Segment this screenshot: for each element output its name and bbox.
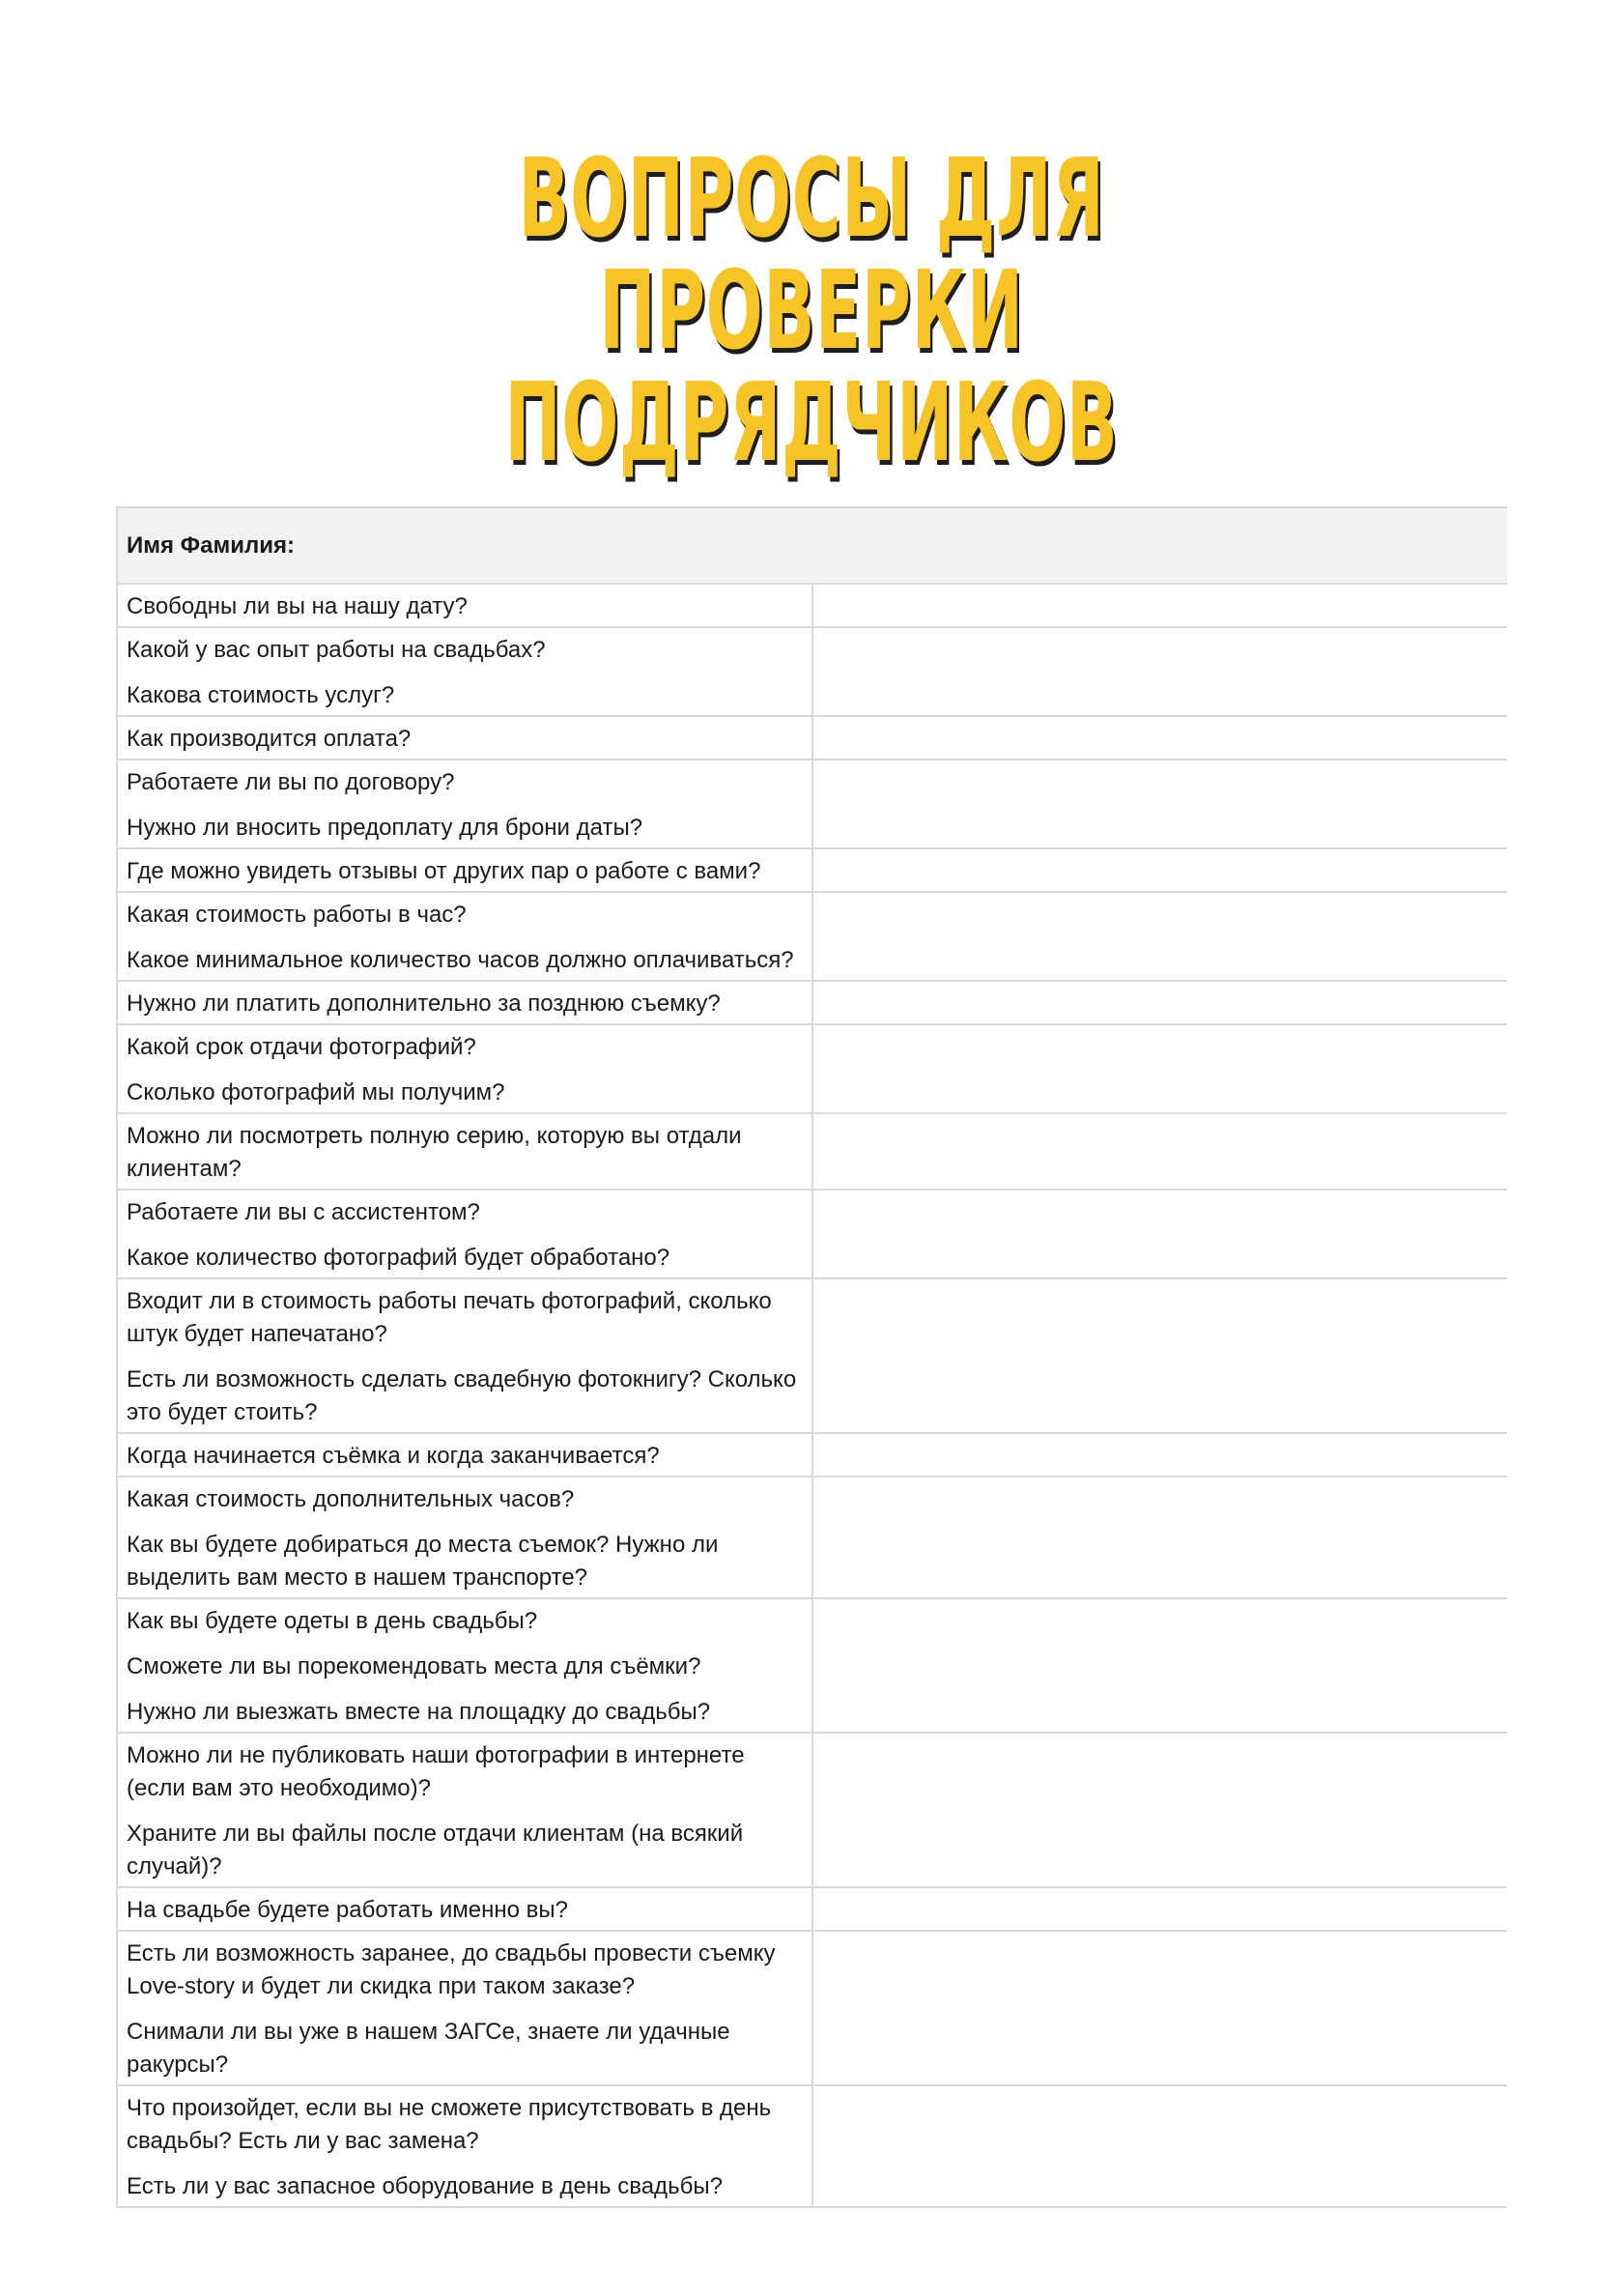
question-text: Храните ли вы файлы после отдачи клиентам (на всякий случай)? <box>127 1821 744 1880</box>
name-header-label: Имя Фамилия: <box>127 531 296 559</box>
question-text: Нужно ли платить дополнительно за позднюю съемку? <box>127 990 721 1017</box>
question-cell <box>117 1733 812 1887</box>
question-cell <box>117 1113 812 1190</box>
question-text: Сможете ли вы порекомендовать места для съёмки? <box>127 1653 701 1679</box>
question-cell <box>117 627 812 716</box>
table-row <box>117 716 1507 760</box>
answer-cell[interactable] <box>812 1931 1508 2085</box>
answer-cell[interactable] <box>812 584 1508 627</box>
table-row <box>117 981 1507 1024</box>
table-row <box>117 1433 1507 1477</box>
table-row <box>117 848 1507 892</box>
answer-cell[interactable] <box>812 892 1508 981</box>
question-cell <box>117 2085 812 2207</box>
question-text: Входит ли в стоимость работы печать фотографий, сколько штук будет напечатано? <box>127 1288 772 1347</box>
question-text: Можно ли посмотреть полную серию, которую вы отдали клиентам? <box>127 1123 742 1182</box>
question-cell <box>117 1931 812 2085</box>
table-row <box>117 584 1507 627</box>
question-cell <box>117 1477 812 1598</box>
answer-cell[interactable] <box>812 1024 1508 1113</box>
question-text: Работаете ли вы с ассистентом? <box>127 1199 480 1225</box>
answer-cell[interactable] <box>812 1190 1508 1278</box>
question-text: Как вы будете одеты в день свадьбы? <box>127 1608 538 1634</box>
name-header-cell[interactable] <box>117 507 1507 584</box>
answer-cell[interactable] <box>812 1733 1508 1887</box>
table-row <box>117 1598 1507 1733</box>
answer-cell[interactable] <box>812 627 1508 716</box>
question-cell <box>117 1887 812 1931</box>
answer-cell[interactable] <box>812 1598 1508 1733</box>
question-text: Какая стоимость работы в час? <box>127 902 467 928</box>
question-cell <box>117 1598 812 1733</box>
answer-cell[interactable] <box>812 1887 1508 1931</box>
question-text: Где можно увидеть отзывы от других пар о работе с вами? <box>127 858 761 884</box>
question-text: Есть ли возможность сделать свадебную фотокнигу? Сколько это будет стоить? <box>127 1366 797 1425</box>
question-cell <box>117 1190 812 1278</box>
answer-cell[interactable] <box>812 760 1508 848</box>
question-text: Есть ли у вас запасное оборудование в день свадьбы? <box>127 2173 723 2199</box>
question-text: Какая стоимость дополнительных часов? <box>127 1486 575 1512</box>
table-row <box>117 892 1507 981</box>
question-text: Свободны ли вы на нашу дату? <box>127 593 468 619</box>
answer-cell[interactable] <box>812 1278 1508 1433</box>
questions-table <box>116 506 1507 2208</box>
question-cell <box>117 1024 812 1113</box>
question-text: Работаете ли вы по договору? <box>127 769 455 795</box>
question-text: Снимали ли вы уже в нашем ЗАГСе, знаете ли удачные ракурсы? <box>127 2019 730 2078</box>
question-text: Какой у вас опыт работы на свадьбах? <box>127 637 546 663</box>
table-row <box>117 1024 1507 1113</box>
answer-cell[interactable] <box>812 981 1508 1024</box>
table-row <box>117 760 1507 848</box>
question-cell <box>117 892 812 981</box>
table-row <box>117 1113 1507 1190</box>
answer-cell[interactable] <box>812 1477 1508 1598</box>
page-title-line-2: ПОДРЯДЧИКОВ <box>504 360 1119 486</box>
question-cell <box>117 981 812 1024</box>
question-text: Что произойдет, если вы не сможете присутствовать в день свадьбы? Есть ли у вас замена? <box>127 2095 772 2154</box>
header-row <box>117 507 1507 584</box>
question-text: Нужно ли вносить предоплату для брони даты? <box>127 815 643 841</box>
question-text: Есть ли возможность заранее, до свадьбы провести съемку Love-story и будет ли скидка при таком заказе? <box>127 1940 776 1999</box>
page-title <box>308 136 1315 486</box>
answer-cell[interactable] <box>812 2085 1508 2207</box>
table-row <box>117 1887 1507 1931</box>
question-cell <box>117 848 812 892</box>
answer-cell[interactable] <box>812 1433 1508 1477</box>
table-row <box>117 1733 1507 1887</box>
question-text: Как производится оплата? <box>127 726 412 752</box>
table-row <box>117 1477 1507 1598</box>
question-text: На свадьбе будете работать именно вы? <box>127 1897 568 1923</box>
table-row <box>117 1278 1507 1433</box>
question-cell <box>117 1278 812 1433</box>
question-text: Какое минимальное количество часов должно оплачиваться? <box>127 947 794 973</box>
question-text: Какой срок отдачи фотографий? <box>127 1034 476 1060</box>
table-row <box>117 627 1507 716</box>
answer-cell[interactable] <box>812 1113 1508 1190</box>
answer-cell[interactable] <box>812 716 1508 760</box>
question-cell <box>117 760 812 848</box>
table-row <box>117 1931 1507 2085</box>
answer-cell[interactable] <box>812 848 1508 892</box>
question-text: Как вы будете добираться до места съемок? Нужно ли выделить вам место в нашем транспорте? <box>127 1532 719 1591</box>
question-text: Нужно ли выезжать вместе на площадку до свадьбы? <box>127 1699 711 1725</box>
table-row <box>117 2085 1507 2207</box>
question-text: Какова стоимость услуг? <box>127 682 395 708</box>
question-cell <box>117 716 812 760</box>
question-text: Сколько фотографий мы получим? <box>127 1079 505 1105</box>
page-title-line-1: ВОПРОСЫ ДЛЯ ПРОВЕРКИ <box>518 136 1105 374</box>
question-cell <box>117 1433 812 1477</box>
question-text: Можно ли не публиковать наши фотографии в интернете (если вам это необходимо)? <box>127 1742 745 1801</box>
question-text: Какое количество фотографий будет обработано? <box>127 1245 670 1271</box>
table-row <box>117 1190 1507 1278</box>
question-cell <box>117 584 812 627</box>
question-text: Когда начинается съёмка и когда заканчивается? <box>127 1443 660 1469</box>
